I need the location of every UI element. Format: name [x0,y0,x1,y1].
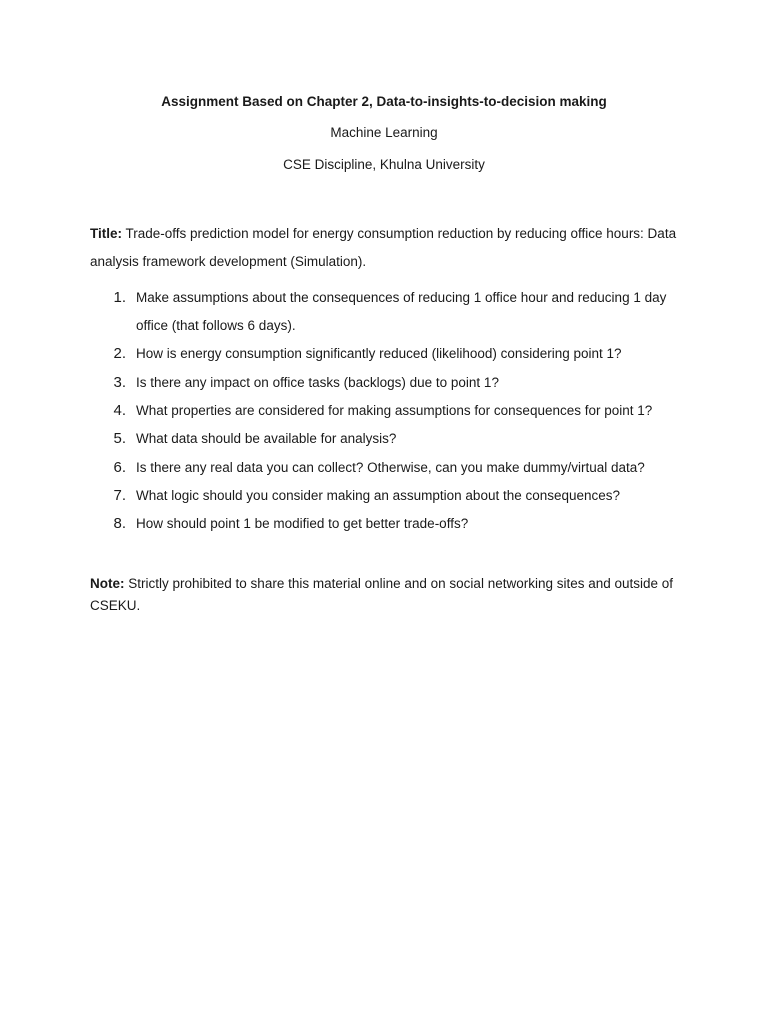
document-title: Assignment Based on Chapter 2, Data-to-insights-to-decision making [161,94,607,109]
list-item-number: 3. [113,373,126,391]
department-name: CSE Discipline, Khulna University [283,157,485,172]
list-item-text: How is energy consumption significantly reduced (likelihood) considering point 1? [136,346,622,361]
title-label: Title: [90,226,123,241]
list-item-text: Is there any impact on office tasks (backlogs) due to point 1? [136,374,499,390]
course-name: Machine Learning [330,125,438,140]
list-item-text: Make assumptions about the consequences of reducing 1 office hour and reducing 1 day office (that follows 6 days). [136,290,667,333]
assignment-title [90,220,690,276]
note [90,573,690,617]
note-label: Note: [90,576,125,591]
list-item-number: 1. [113,289,126,306]
list-item-text: What properties are considered for making assumptions for consequences for point 1? [136,403,653,418]
list-item-text: How should point 1 be modified to get better trade-offs? [136,516,469,531]
note-text: Strictly prohibited to share this material online and on social networking sites and outside of CSEKU. [90,576,674,613]
list-item-number: 8. [113,515,126,532]
list-item-number: 6. [113,458,126,476]
list-item-number: 2. [113,345,126,362]
list-item-number: 7. [113,487,126,504]
list-item-number: 4. [113,402,126,419]
list-item-number: 5. [113,430,126,447]
list-item-text: What data should be available for analysis? [136,431,397,446]
list-item-text: Is there any real data you can collect? Otherwise, can you make dummy/virtual data? [136,459,645,475]
title-text: Trade-offs prediction model for energy consumption reduction by reducing office hours: Data analysis framework development (Simulation). [90,226,677,269]
list-item-text: What logic should you consider making an assumption about the consequences? [136,488,621,503]
